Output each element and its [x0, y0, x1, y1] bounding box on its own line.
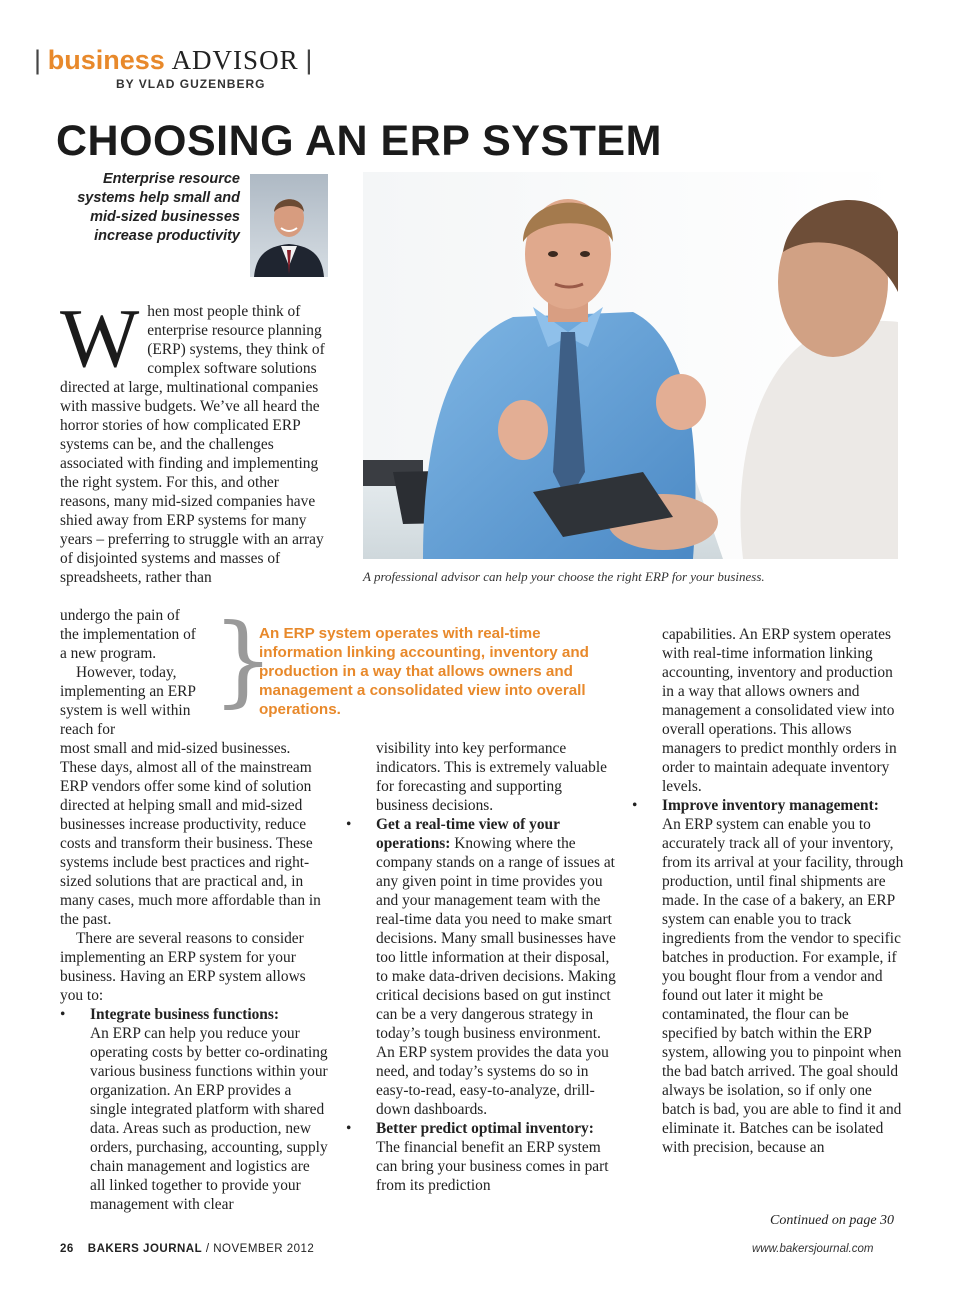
- paragraph-2-start: However, today, implementing an ERP system is well within reach for: [60, 664, 196, 738]
- footer-folio: [60, 1243, 314, 1255]
- photo-caption: A professional advisor can help your choose the right ERP for your business.: [363, 569, 765, 584]
- bullet-dot: •: [346, 816, 352, 833]
- bullet-realtime: [346, 815, 616, 1119]
- continued-note: Continued on page 30: [770, 1213, 895, 1228]
- bullet-predict-cont: capabilities. An ERP system operates with real-time information linking accounting, inventory and production in a way that allows owners and management a consolidated view into overall operations. This allows managers to predict monthly orders in order to maintain adequate inventory levels.: [662, 626, 897, 795]
- kicker-bar-right: |: [305, 45, 313, 75]
- headline: CHOOSING AN ERP SYSTEM: [56, 117, 662, 165]
- bullet-inventory: [632, 796, 904, 1157]
- kicker-bar-left: |: [34, 45, 42, 75]
- bullet-text: The financial benefit an ERP system can bring your business comes in part from its prediction: [376, 1139, 609, 1194]
- bullet-title: Better predict optimal inventory:: [376, 1120, 594, 1137]
- bullet-integrate-cont: visibility into key performance indicators. This is extremely valuable for forecasting and supporting business decisions.: [376, 740, 607, 814]
- deck: Enterprise resource systems help small and mid-sized businesses increase productivity: [77, 171, 240, 244]
- footer-url[interactable]: www.bakersjournal.com: [752, 1243, 874, 1255]
- bullet-title: Integrate business functions:: [90, 1006, 279, 1023]
- author-headshot: [250, 174, 328, 277]
- article-column-2: [346, 739, 616, 1195]
- bullet-title: Get a real-time view of your operations:: [376, 816, 560, 852]
- drop-cap: W: [60, 292, 140, 385]
- article-intro: [60, 292, 328, 587]
- article-column-1: [60, 739, 328, 1214]
- bullet-dot: •: [632, 797, 638, 814]
- pullquote-brace: }: [212, 604, 275, 718]
- author-headshot-image: [250, 174, 328, 277]
- main-photo: [363, 172, 898, 559]
- paragraph-1-start: hen most people think of enterprise resource planning (ERP) systems, they think of complex software solutions directed at large, multinational companies with massive budgets. We’ve all heard the horror stories of how complicated ERP systems can be, and the challenges associated with finding and implementing the right system. For this, and other reasons, many mid-sized companies have shied away from ERP systems for many years – preferring to struggle with an array of disjointed systems and masses of spreadsheets, rather than: [60, 303, 325, 586]
- byline: BY VLAD GUZENBERG: [116, 77, 266, 91]
- bullet-predict: [346, 1119, 616, 1195]
- article-column-3: [632, 625, 904, 1157]
- issue-date: / NOVEMBER 2012: [202, 1243, 315, 1255]
- bullet-text: An ERP system can enable you to accurately track all of your inventory, from its arrival at your facility, through production, until final shipments are made. In the case of a bakery, an ERP system can enable you to track ingredients from the vendor to specific batches in production. For example, if you bought flour from a vendor and found out later it might be contaminated, the flour can be specified by batch within the ERP system, allowing you to pinpoint when the bad batch arrived. The goal should always be isolation, so if only one batch is bad, you are able to find it and eliminate it. Batches can be isolated with precision, because an: [662, 816, 904, 1156]
- journal-name: BAKERS JOURNAL: [87, 1243, 203, 1255]
- bullet-text: An ERP can help you reduce your operating costs by better co-ordinating various business functions within your organization. An ERP provides a single integrated platform with shared data. Areas such as production, new orders, purchasing, accounting, supply chain management and logistics are all linked together to provide your management with clear: [90, 1025, 328, 1213]
- kicker-advisor: ADVISOR: [171, 45, 299, 75]
- bullet-text: Knowing where the company stands on a range of issues at any given point in time provides you and your management team with the real-time data you need to make smart decisions. Many small businesses have too little information at their disposal, to make data-driven decisions. Making critical decisions based on gut instinct can be a very dangerous strategy in today’s tough business environment. An ERP system provides the data you need, and today’s systems do so in easy-to-read, easy-to-analyze, drill-down dashboards.: [376, 835, 616, 1118]
- section-kicker: [34, 44, 312, 76]
- bullet-dot: •: [60, 1006, 66, 1023]
- paragraph-1-end: undergo the pain of the implementation of a new program.: [60, 607, 196, 662]
- bullet-dot: •: [346, 1120, 352, 1137]
- paragraph-2-end: most small and mid-sized businesses. These days, almost all of the mainstream ERP vendors offer some kind of solution directed at helping small and mid-sized businesses increase productivity, reduce costs and transform their business. These systems include best practices and right-sized solutions that are practical and, in many cases, much more affordable than in the past.: [60, 740, 321, 928]
- kicker-business: business: [47, 45, 165, 75]
- paragraph-3: There are several reasons to consider implementing an ERP system for your business. Having an ERP system allows you to:: [60, 930, 306, 1004]
- page-number: 26: [60, 1243, 74, 1255]
- bullet-integrate: [60, 1005, 328, 1214]
- pullquote: An ERP system operates with real-time information linking accounting, inventory and production in a way that allows owners and management a consolidated view into overall operations.: [259, 625, 589, 718]
- main-photo-image: [363, 172, 898, 559]
- article-narrow-section: [60, 606, 200, 739]
- bullet-title: Improve inventory management:: [662, 797, 879, 814]
